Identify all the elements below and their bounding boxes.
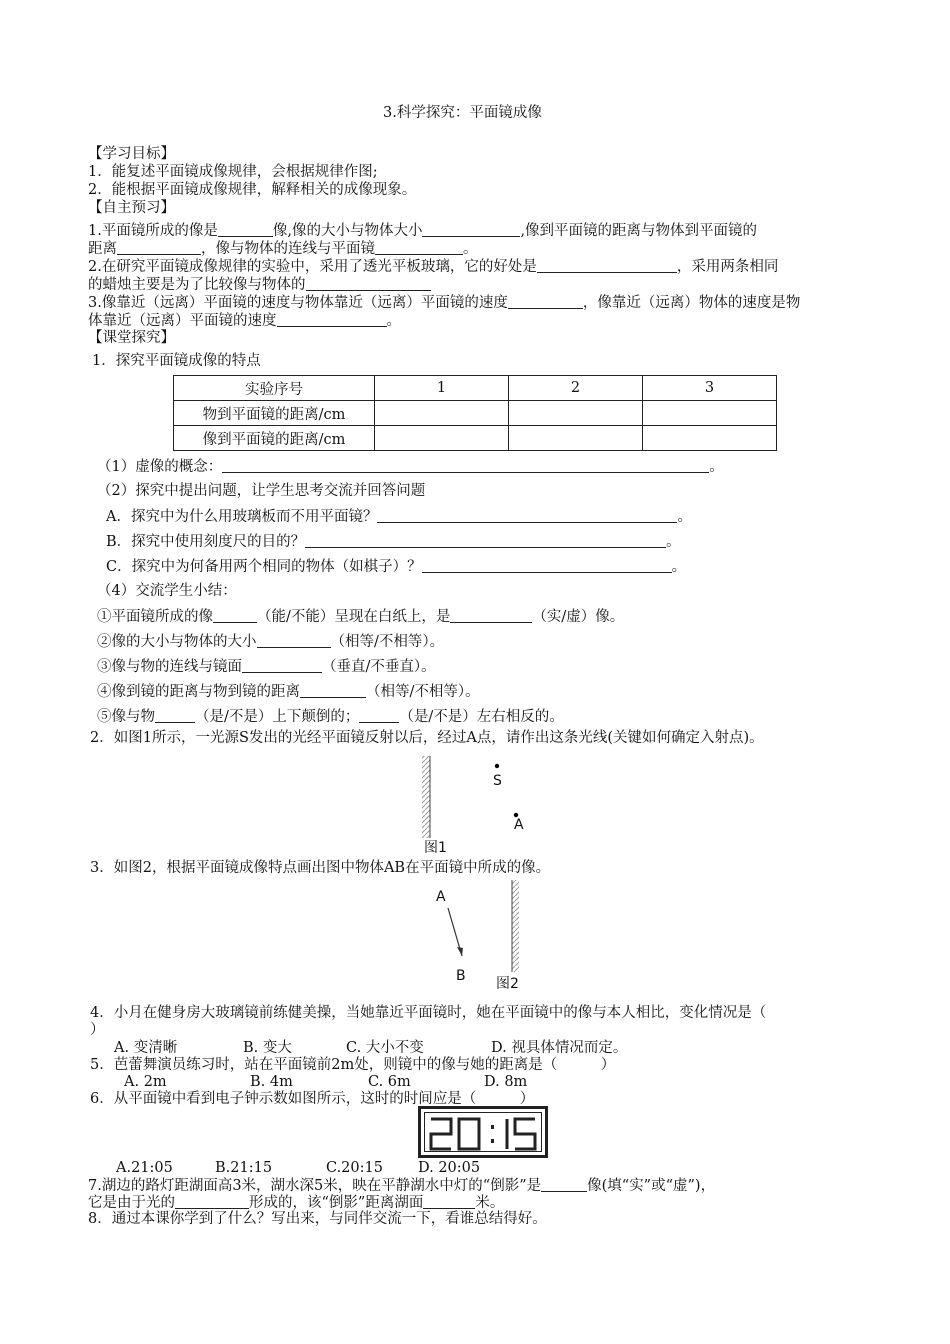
- label-a: A: [436, 889, 446, 905]
- text: （实/虚）像。: [532, 609, 625, 625]
- text: ，像与物体的连线与平面镜: [201, 241, 375, 257]
- text: ④像到镜的距离与物到镜的距离: [97, 684, 300, 700]
- preview-item-3-line-1: [88, 294, 800, 312]
- text: ③像与物的连线与镜面: [97, 659, 242, 675]
- question-7-line-2: [88, 1194, 504, 1212]
- text: （相等/不相等）。: [366, 684, 480, 700]
- text: 。: [709, 459, 724, 475]
- fill-blank[interactable]: [155, 708, 195, 723]
- sub-question-2c: [106, 558, 686, 576]
- question-1-title: 1．探究平面镜成像的特点: [92, 353, 261, 369]
- text: 。: [666, 534, 681, 550]
- question-2: 2．如图1所示，一光源S发出的光经平面镜反射以后，经过A点，请作出这条光线(关键如何确定入射点)。: [90, 730, 764, 746]
- question-4-option-c: C. 大小不变: [346, 1040, 424, 1056]
- preview-item-1-line-1: [88, 222, 757, 240]
- text: （能/不能）呈现在白纸上，是: [257, 609, 451, 625]
- fill-blank[interactable]: [508, 294, 583, 309]
- point-s: [495, 764, 499, 768]
- question-6-option-c: C.20:15: [326, 1160, 383, 1176]
- question-7-line-1: [88, 1177, 715, 1195]
- fill-blank[interactable]: [375, 240, 463, 255]
- fill-blank[interactable]: [218, 222, 273, 237]
- sub-question-2: （2）探究中提出问题，让学生思考交流并回答问题: [97, 483, 426, 499]
- text: ，像靠近（远离）物体的速度是物: [582, 295, 801, 311]
- sub-question-4: （4）交流学生小结：: [97, 583, 237, 599]
- mirror-hatch: [422, 756, 430, 838]
- text: （是/不是）左右相反的。: [399, 709, 564, 725]
- fill-blank[interactable]: [541, 1177, 587, 1192]
- fill-blank[interactable]: [213, 608, 257, 623]
- figure-1: [400, 750, 560, 860]
- question-5-option-b: B. 4m: [250, 1074, 293, 1090]
- fill-blank[interactable]: [537, 258, 677, 273]
- clock-digits-mirrored: [429, 1117, 539, 1151]
- table-cell[interactable]: [643, 401, 777, 426]
- text: 它是由于光的: [88, 1195, 175, 1211]
- conclusion-4: [97, 683, 480, 701]
- question-5-option-d: D. 8m: [484, 1074, 528, 1090]
- question-6: 6．从平面镜中看到电子钟示数如图所示，这时的时间应是（ ）: [90, 1091, 535, 1107]
- text: （垂直/不垂直）。: [322, 659, 436, 675]
- fill-blank[interactable]: [257, 633, 331, 648]
- table-cell[interactable]: [375, 401, 509, 426]
- label-b: B: [456, 968, 466, 984]
- conclusion-2: [97, 633, 444, 651]
- question-6-option-b: B.21:15: [215, 1160, 273, 1176]
- table-header-cell: 3: [643, 376, 777, 401]
- section-preview-heading: 【自主预习】: [88, 200, 175, 216]
- table-header-cell: 1: [375, 376, 509, 401]
- question-4-line-1: 4．小月在健身房大玻璃镜前练健美操，当她靠近平面镜时，她在平面镜中的像与本人相比，变化情况是（: [90, 1005, 767, 1021]
- fill-blank[interactable]: [377, 508, 677, 523]
- fill-blank[interactable]: [422, 222, 520, 237]
- text: ⑤像与物: [97, 709, 155, 725]
- mirror-diagram-2: [430, 876, 540, 996]
- question-4-option-b: B. 变大: [243, 1040, 292, 1056]
- figure-2: [430, 876, 540, 996]
- digital-clock: [418, 1106, 548, 1158]
- preview-item-3-line-2: [88, 312, 401, 330]
- question-5: 5．芭蕾舞演员练习时，站在平面镜前2m处，则镜中的像与她的距离是（ ）: [90, 1057, 616, 1073]
- fill-blank[interactable]: [277, 312, 387, 327]
- section-goal-heading: 【学习目标】: [88, 146, 175, 162]
- label-a: A: [514, 817, 524, 833]
- text: 。: [386, 313, 401, 329]
- table-cell[interactable]: [509, 401, 643, 426]
- text: 像,像的大小与物体大小: [272, 223, 423, 239]
- conclusion-1: [97, 608, 624, 626]
- preview-item-2-line-1: [88, 258, 778, 276]
- text: （是/不是）上下颠倒的；: [195, 709, 360, 725]
- text: 3.像靠近（远离）平面镜的速度与物体靠近（远离）平面镜的速度: [88, 295, 508, 311]
- conclusion-3: [97, 658, 436, 676]
- text: 像(填“实”或“虚”)，: [587, 1178, 716, 1194]
- fill-blank[interactable]: [422, 558, 672, 573]
- question-6-option-d: D. 20:05: [418, 1160, 481, 1176]
- fill-blank[interactable]: [450, 608, 532, 623]
- text: B．探究中使用刻度尺的目的？: [106, 534, 306, 550]
- fill-blank[interactable]: [306, 276, 431, 291]
- label-s: S: [493, 773, 502, 789]
- table-row-label: 像到平面镜的距离/cm: [174, 426, 375, 451]
- figure-2-caption: 图2: [496, 976, 519, 992]
- conclusion-5: [97, 708, 564, 726]
- table-cell[interactable]: [643, 426, 777, 451]
- table-cell[interactable]: [509, 426, 643, 451]
- preview-item-1-line-2: [88, 240, 478, 258]
- fill-blank[interactable]: [222, 458, 709, 473]
- table-header-cell: 实验序号: [174, 376, 375, 401]
- question-3: 3．如图2，根据平面镜成像特点画出图中物体AB在平面镜中所成的像。: [90, 860, 551, 876]
- text: C．探究中为何备用两个相同的物体（如棋子）？: [106, 559, 422, 575]
- arrow-head: [457, 947, 463, 956]
- table-cell[interactable]: [375, 426, 509, 451]
- text: 。: [463, 241, 478, 257]
- text: （相等/不相等）。: [330, 634, 445, 650]
- question-4-option-d: D. 视具体情况而定。: [491, 1040, 628, 1056]
- fill-blank[interactable]: [117, 240, 201, 255]
- question-4-option-a: A. 变清晰: [114, 1040, 178, 1056]
- question-6-option-a: A.21:05: [116, 1160, 173, 1176]
- fill-blank[interactable]: [242, 658, 322, 673]
- text: ②像的大小与物体的大小: [97, 634, 257, 650]
- preview-item-2-line-2: [88, 276, 431, 294]
- text: 形成的，该“倒影”距离湖面: [249, 1195, 424, 1211]
- text: 的蜡烛主要是为了比较像与物体的: [88, 277, 306, 293]
- text: 米。: [475, 1195, 505, 1211]
- question-5-option-a: A. 2m: [124, 1074, 167, 1090]
- text: 2.在研究平面镜成像规律的实验中，采用了透光平板玻璃，它的好处是: [88, 259, 537, 275]
- sub-question-1: [97, 458, 724, 476]
- text: A．探究中为什么用玻璃板而不用平面镜？: [106, 509, 378, 525]
- question-5-option-c: C. 6m: [368, 1074, 411, 1090]
- text: 距离: [88, 241, 117, 257]
- mirror-hatch: [512, 880, 519, 972]
- goal-item-2: 2．能根据平面镜成像规律，解释相关的成像现象。: [88, 182, 417, 198]
- experiment-table: [173, 375, 777, 451]
- fill-blank[interactable]: [175, 1194, 249, 1209]
- figure-1-caption: 图1: [424, 840, 447, 856]
- fill-blank[interactable]: [359, 708, 399, 723]
- text: 7.湖边的路灯距湖面高3米，湖水深5米，映在平静湖水中灯的“倒影”是: [88, 1178, 542, 1194]
- question-4-line-2: ）: [90, 1022, 105, 1038]
- table-row-label: 物到平面镜的距离/cm: [174, 401, 375, 426]
- text: 。: [671, 559, 687, 575]
- table-header-cell: 2: [509, 376, 643, 401]
- text: ,像到平面镜的距离与物体到平面镜的: [520, 223, 758, 239]
- sub-question-2b: [106, 533, 681, 551]
- fill-blank[interactable]: [423, 1194, 475, 1209]
- text: 1.平面镜所成的像是: [88, 223, 218, 239]
- text: ①平面镜所成的像: [97, 609, 213, 625]
- text: 体靠近（远离）平面镜的速度: [88, 313, 277, 329]
- page-title: 3.科学探究：平面镜成像: [383, 105, 542, 121]
- fill-blank[interactable]: [305, 533, 666, 548]
- goal-item-1: 1．能复述平面镜成像规律，会根据规律作图;: [88, 164, 378, 180]
- section-class-heading: 【课堂探究】: [88, 330, 175, 346]
- question-8: 8．通过本课你学到了什么？写出来，与同伴交流一下，看谁总结得好。: [88, 1211, 547, 1227]
- text: ，采用两条相同: [676, 259, 779, 275]
- text: （1）虚像的概念：: [97, 459, 223, 475]
- fill-blank[interactable]: [300, 683, 366, 698]
- sub-question-2a: [106, 508, 692, 526]
- text: 。: [677, 509, 692, 525]
